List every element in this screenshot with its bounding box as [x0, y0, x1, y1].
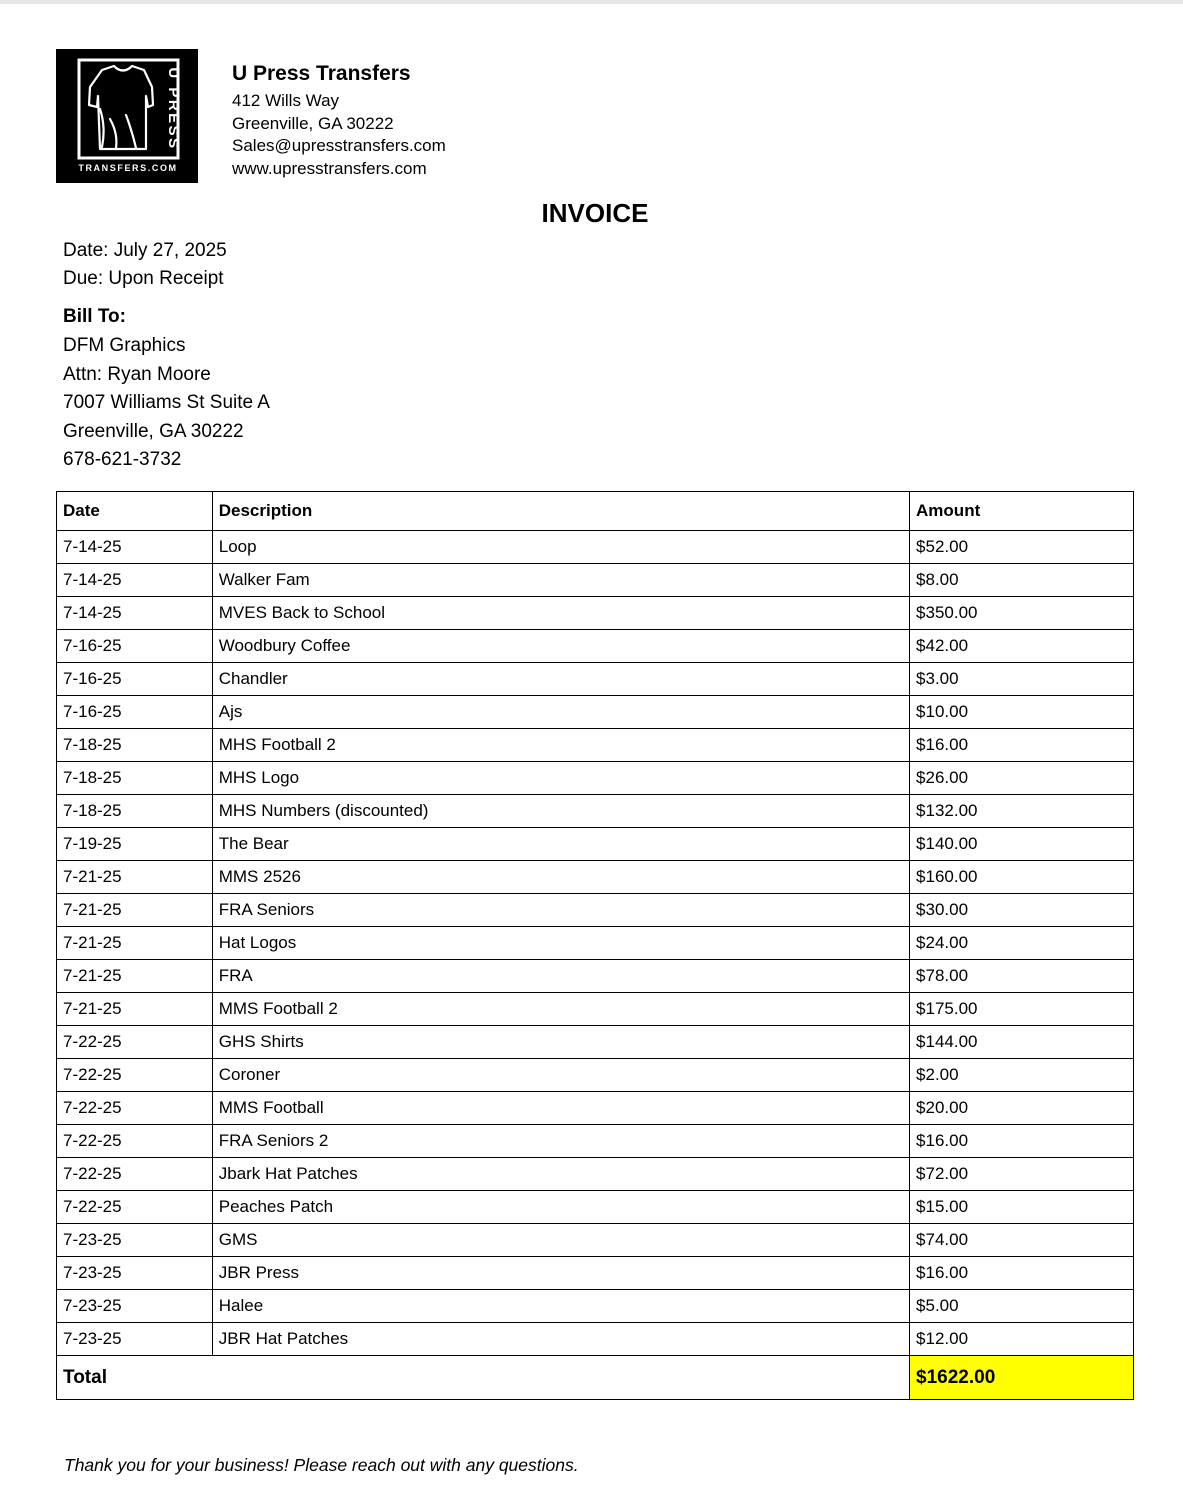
row-description: MHS Numbers (discounted): [212, 795, 909, 828]
tshirt-icon: [89, 66, 153, 149]
table-row: [57, 1158, 1134, 1191]
row-date: 7-21-25: [57, 927, 213, 960]
header-date: Date: [57, 492, 213, 531]
invoice-dates: [63, 237, 227, 293]
row-description: MMS Football: [212, 1092, 909, 1125]
row-amount: $30.00: [910, 894, 1134, 927]
row-date: 7-16-25: [57, 696, 213, 729]
table-row: [57, 729, 1134, 762]
table-row: [57, 1092, 1134, 1125]
row-amount: $74.00: [910, 1224, 1134, 1257]
row-date: 7-18-25: [57, 729, 213, 762]
row-date: 7-16-25: [57, 630, 213, 663]
row-amount: $160.00: [910, 861, 1134, 894]
row-date: 7-22-25: [57, 1125, 213, 1158]
row-amount: $350.00: [910, 597, 1134, 630]
table-row: [57, 597, 1134, 630]
row-amount: $20.00: [910, 1092, 1134, 1125]
bill-to-phone: 678-621-3732: [63, 449, 182, 471]
header-amount: Amount: [910, 492, 1134, 531]
row-date: 7-21-25: [57, 861, 213, 894]
table-row: [57, 1125, 1134, 1158]
table-row: [57, 960, 1134, 993]
row-date: 7-22-25: [57, 1158, 213, 1191]
table-row: [57, 630, 1134, 663]
row-date: 7-14-25: [57, 597, 213, 630]
row-amount: $16.00: [910, 1257, 1134, 1290]
row-amount: $16.00: [910, 1125, 1134, 1158]
row-amount: $144.00: [910, 1026, 1134, 1059]
row-amount: $2.00: [910, 1059, 1134, 1092]
row-date: 7-14-25: [57, 531, 213, 564]
table-row: [57, 828, 1134, 861]
page-top-border: [0, 0, 1183, 4]
row-amount: $24.00: [910, 927, 1134, 960]
row-date: 7-21-25: [57, 993, 213, 1026]
company-name: U Press Transfers: [232, 62, 411, 85]
table-row: [57, 1059, 1134, 1092]
company-info: [232, 60, 446, 180]
table-row: [57, 1257, 1134, 1290]
row-description: Chandler: [212, 663, 909, 696]
company-address-line1: 412 Wills Way: [232, 91, 340, 110]
table-row: [57, 1224, 1134, 1257]
company-email: Sales@upresstransfers.com: [232, 136, 446, 155]
table-row: [57, 1290, 1134, 1323]
total-label: Total: [57, 1356, 910, 1400]
row-date: 7-18-25: [57, 795, 213, 828]
table-header-row: [57, 492, 1134, 531]
row-description: Woodbury Coffee: [212, 630, 909, 663]
table-row: [57, 762, 1134, 795]
bill-to-heading: Bill To:: [63, 306, 126, 327]
row-amount: $52.00: [910, 531, 1134, 564]
row-amount: $5.00: [910, 1290, 1134, 1323]
row-date: 7-22-25: [57, 1059, 213, 1092]
row-date: 7-22-25: [57, 1092, 213, 1125]
bill-to-city: Greenville, GA 30222: [63, 420, 244, 442]
logo-bottom-text: TRANSFERS.COM: [78, 163, 178, 173]
table-row: [57, 861, 1134, 894]
header-description: Description: [212, 492, 909, 531]
company-website: www.upresstransfers.com: [232, 158, 427, 178]
table-row: [57, 663, 1134, 696]
row-amount: $140.00: [910, 828, 1134, 861]
row-date: 7-23-25: [57, 1323, 213, 1356]
row-amount: $132.00: [910, 795, 1134, 828]
row-description: MMS Football 2: [212, 993, 909, 1026]
company-address-line2: Greenville, GA 30222: [232, 113, 394, 133]
row-amount: $8.00: [910, 564, 1134, 597]
row-date: 7-19-25: [57, 828, 213, 861]
row-description: FRA: [212, 960, 909, 993]
bill-to-name: DFM Graphics: [63, 335, 186, 357]
total-amount: $1622.00: [910, 1356, 1134, 1400]
row-amount: $3.00: [910, 663, 1134, 696]
row-description: The Bear: [212, 828, 909, 861]
table-row: [57, 696, 1134, 729]
invoice-date: Date: July 27, 2025: [63, 240, 227, 261]
row-description: Peaches Patch: [212, 1191, 909, 1224]
row-date: 7-21-25: [57, 960, 213, 993]
bill-to-block: [63, 303, 270, 474]
row-description: Jbark Hat Patches: [212, 1158, 909, 1191]
row-amount: $12.00: [910, 1323, 1134, 1356]
invoice-due: Due: Upon Receipt: [63, 268, 224, 289]
table-row: [57, 795, 1134, 828]
row-amount: $10.00: [910, 696, 1134, 729]
row-description: GHS Shirts: [212, 1026, 909, 1059]
bill-to-attn: Attn: Ryan Moore: [63, 363, 211, 385]
row-amount: $72.00: [910, 1158, 1134, 1191]
table-row: [57, 1191, 1134, 1224]
table-row: [57, 1323, 1134, 1356]
row-date: 7-23-25: [57, 1257, 213, 1290]
logo-vertical-text: U PRESS: [165, 67, 182, 151]
row-date: 7-22-25: [57, 1191, 213, 1224]
table-row: [57, 564, 1134, 597]
table-row: [57, 1026, 1134, 1059]
row-description: Halee: [212, 1290, 909, 1323]
row-description: Hat Logos: [212, 927, 909, 960]
row-amount: $26.00: [910, 762, 1134, 795]
row-description: GMS: [212, 1224, 909, 1257]
row-date: 7-23-25: [57, 1224, 213, 1257]
row-date: 7-23-25: [57, 1290, 213, 1323]
row-amount: $16.00: [910, 729, 1134, 762]
row-description: Loop: [212, 531, 909, 564]
row-description: JBR Press: [212, 1257, 909, 1290]
row-description: Coroner: [212, 1059, 909, 1092]
bill-to-street: 7007 Williams St Suite A: [63, 392, 270, 414]
total-row: [57, 1356, 1134, 1400]
row-description: FRA Seniors 2: [212, 1125, 909, 1158]
table-row: [57, 927, 1134, 960]
row-date: 7-21-25: [57, 894, 213, 927]
invoice-title: INVOICE: [541, 198, 649, 228]
row-description: Walker Fam: [212, 564, 909, 597]
row-description: Ajs: [212, 696, 909, 729]
thank-you-note: Thank you for your business! Please reach out with any questions.: [64, 1455, 579, 1475]
row-date: 7-22-25: [57, 1026, 213, 1059]
table-body: [57, 531, 1134, 1356]
table-row: [57, 531, 1134, 564]
row-amount: $78.00: [910, 960, 1134, 993]
invoice-items-table: [56, 491, 1134, 1400]
row-date: 7-18-25: [57, 762, 213, 795]
row-amount: $15.00: [910, 1191, 1134, 1224]
row-description: JBR Hat Patches: [212, 1323, 909, 1356]
row-description: MMS 2526: [212, 861, 909, 894]
row-description: MVES Back to School: [212, 597, 909, 630]
row-description: MHS Logo: [212, 762, 909, 795]
row-description: MHS Football 2: [212, 729, 909, 762]
row-description: FRA Seniors: [212, 894, 909, 927]
company-logo: [56, 49, 198, 183]
row-date: 7-14-25: [57, 564, 213, 597]
row-date: 7-16-25: [57, 663, 213, 696]
row-amount: $175.00: [910, 993, 1134, 1026]
table-row: [57, 894, 1134, 927]
table-row: [57, 993, 1134, 1026]
row-amount: $42.00: [910, 630, 1134, 663]
